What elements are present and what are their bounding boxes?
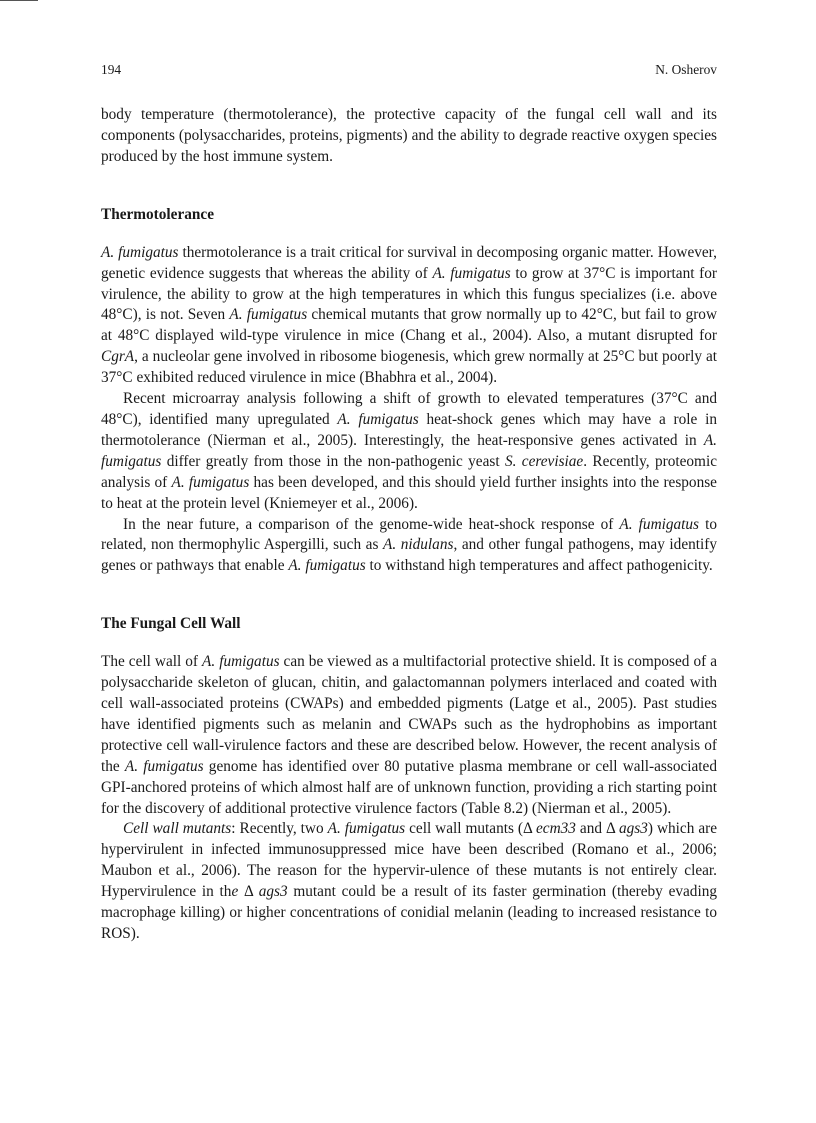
page-corner-rule xyxy=(0,0,38,1)
text-run: has been developed, and this should yield further insights into the response to heat at the protein level (Kniemeyer et al., 2006). xyxy=(101,473,717,512)
section-heading-thermotolerance: Thermotolerance xyxy=(101,205,214,223)
text-run: heat-shock genes which may have a role in thermotolerance (Nierman et al., 2005). Interestingly, the heat-responsive genes activated in xyxy=(101,410,717,449)
text-run: The cell wall of xyxy=(101,653,203,671)
cell-wall-paragraph-1 xyxy=(101,652,717,819)
text-run: to related, non thermophylic Aspergilli, such as xyxy=(101,515,717,554)
italic-run: A. fumigatus xyxy=(229,306,308,324)
italic-run: A. nidulans xyxy=(383,536,454,554)
text-run: Recent microarray analysis following a shift of growth to elevated temperatures (37°C and 48°C), identified many upregulated xyxy=(101,390,717,428)
text-run: can be viewed as a multifactorial protective shield. It is composed of a polysaccharide skeleton of glucan, chitin, and galactomannan polymers interlaced and coated with cell wall-associated proteins (CWAPs) and embedded pigments (Latge et al., 2005). Past studies have identified pigments such as melanin and CWAPs such as the hydrophobins as important protective cell wall-virulence factors and these are described below. However, the recent analysis of the xyxy=(101,653,717,775)
text-run: ) which are hypervirulent in infected immunosuppressed mice have been described (Romano et al., 2006; Maubon et al., 2006). The reason for the hypervir-ulence of these mutants is not entirely clear. Hypervirulence in th xyxy=(101,820,718,901)
text-run: mutant could be a result of its faster germination (thereby evading macrophage killing) or higher concentrations of conidial melanin (leading to increased resistance to ROS). xyxy=(101,883,717,942)
cell-wall-paragraph-2 xyxy=(101,819,717,944)
text-run: , a nucleolar gene involved in ribosome biogenesis, which grew normally at 25°C but poorly at 37°C exhibited reduced virulence in mice (Bhabhra et al., 2004). xyxy=(101,348,717,387)
text-run: . Recently, proteomic analysis of xyxy=(101,452,717,491)
italic-run: A. fumigatus xyxy=(101,431,717,470)
italic-run: A. fumigatus xyxy=(432,264,511,282)
italic-run: A. fumigatus xyxy=(288,557,366,575)
page-number: 194 xyxy=(101,62,122,77)
italic-run: ecm33 xyxy=(536,820,576,838)
text-run: body temperature (thermotolerance), the protective capacity of the fungal cell wall and its components (polysaccharides, proteins, pigments) and the ability to degrade reactive oxygen species produced by the host immune system. xyxy=(101,106,717,165)
text-run: chemical mutants that grow normally up to 42°C, but fail to grow at 48°C displayed wild-type virulence in mice (Chang et al., 2004). Also, a mutant disrupted for xyxy=(101,306,718,345)
italic-run: S. cerevisiae xyxy=(504,452,584,470)
italic-run: Cell wall mutants xyxy=(123,820,232,838)
thermotolerance-paragraph-3 xyxy=(101,515,717,578)
text-run: genome has identified over 80 putative plasma membrane or cell wall-associated GPI-anchored proteins of which almost half are of unknown function, providing a rich starting point for the discovery of additional protective virulence factors (Table 8.2) (Nierman et al., 2005). xyxy=(101,757,717,817)
text-run: Δ xyxy=(238,883,259,901)
thermotolerance-paragraph-1 xyxy=(101,243,717,389)
text-run: In the near future, a comparison of the genome-wide heat-shock response of xyxy=(123,515,620,533)
italic-run: A. fumigatus xyxy=(337,410,419,428)
text-run: cell wall mutants (Δ xyxy=(405,820,536,838)
running-title: N. Osherov xyxy=(655,62,717,77)
book-page xyxy=(101,60,717,945)
italic-run: e xyxy=(231,883,239,901)
text-run: : Recently, two xyxy=(231,820,328,838)
text-run: to grow at 37°C is important for virulence, the ability to grow at the high temperatures in which this fungus specializes (i.e. above 48°C), is not. Seven xyxy=(101,264,717,324)
italic-run: A. fumigatus xyxy=(124,757,204,775)
italic-run: CgrA xyxy=(101,348,135,366)
italic-run: A. fumigatus xyxy=(619,515,700,533)
italic-run: ags3 xyxy=(618,820,648,838)
italic-run: ags3 xyxy=(258,883,288,901)
text-run: differ greatly from those in the non-pathogenic yeast xyxy=(161,452,505,470)
italic-run: A. fumigatus xyxy=(202,653,280,671)
thermotolerance-paragraph-2 xyxy=(101,389,717,514)
italic-run: A. fumigatus xyxy=(327,820,406,838)
text-run: to withstand high temperatures and affect pathogenicity. xyxy=(365,557,713,575)
running-header xyxy=(101,60,717,80)
text-run: , and other fungal pathogens, may identify genes or pathways that enable xyxy=(101,536,718,575)
section-heading-fungal-cell-wall: The Fungal Cell Wall xyxy=(101,615,241,633)
text-run: thermotolerance is a trait critical for survival in decomposing organic matter. However, genetic evidence suggests that whereas the ability of xyxy=(101,243,717,282)
intro-paragraph xyxy=(101,105,717,168)
italic-run: A. fumigatus xyxy=(101,243,179,261)
text-run: and Δ xyxy=(575,820,619,838)
italic-run: A. fumigatus xyxy=(171,473,250,491)
